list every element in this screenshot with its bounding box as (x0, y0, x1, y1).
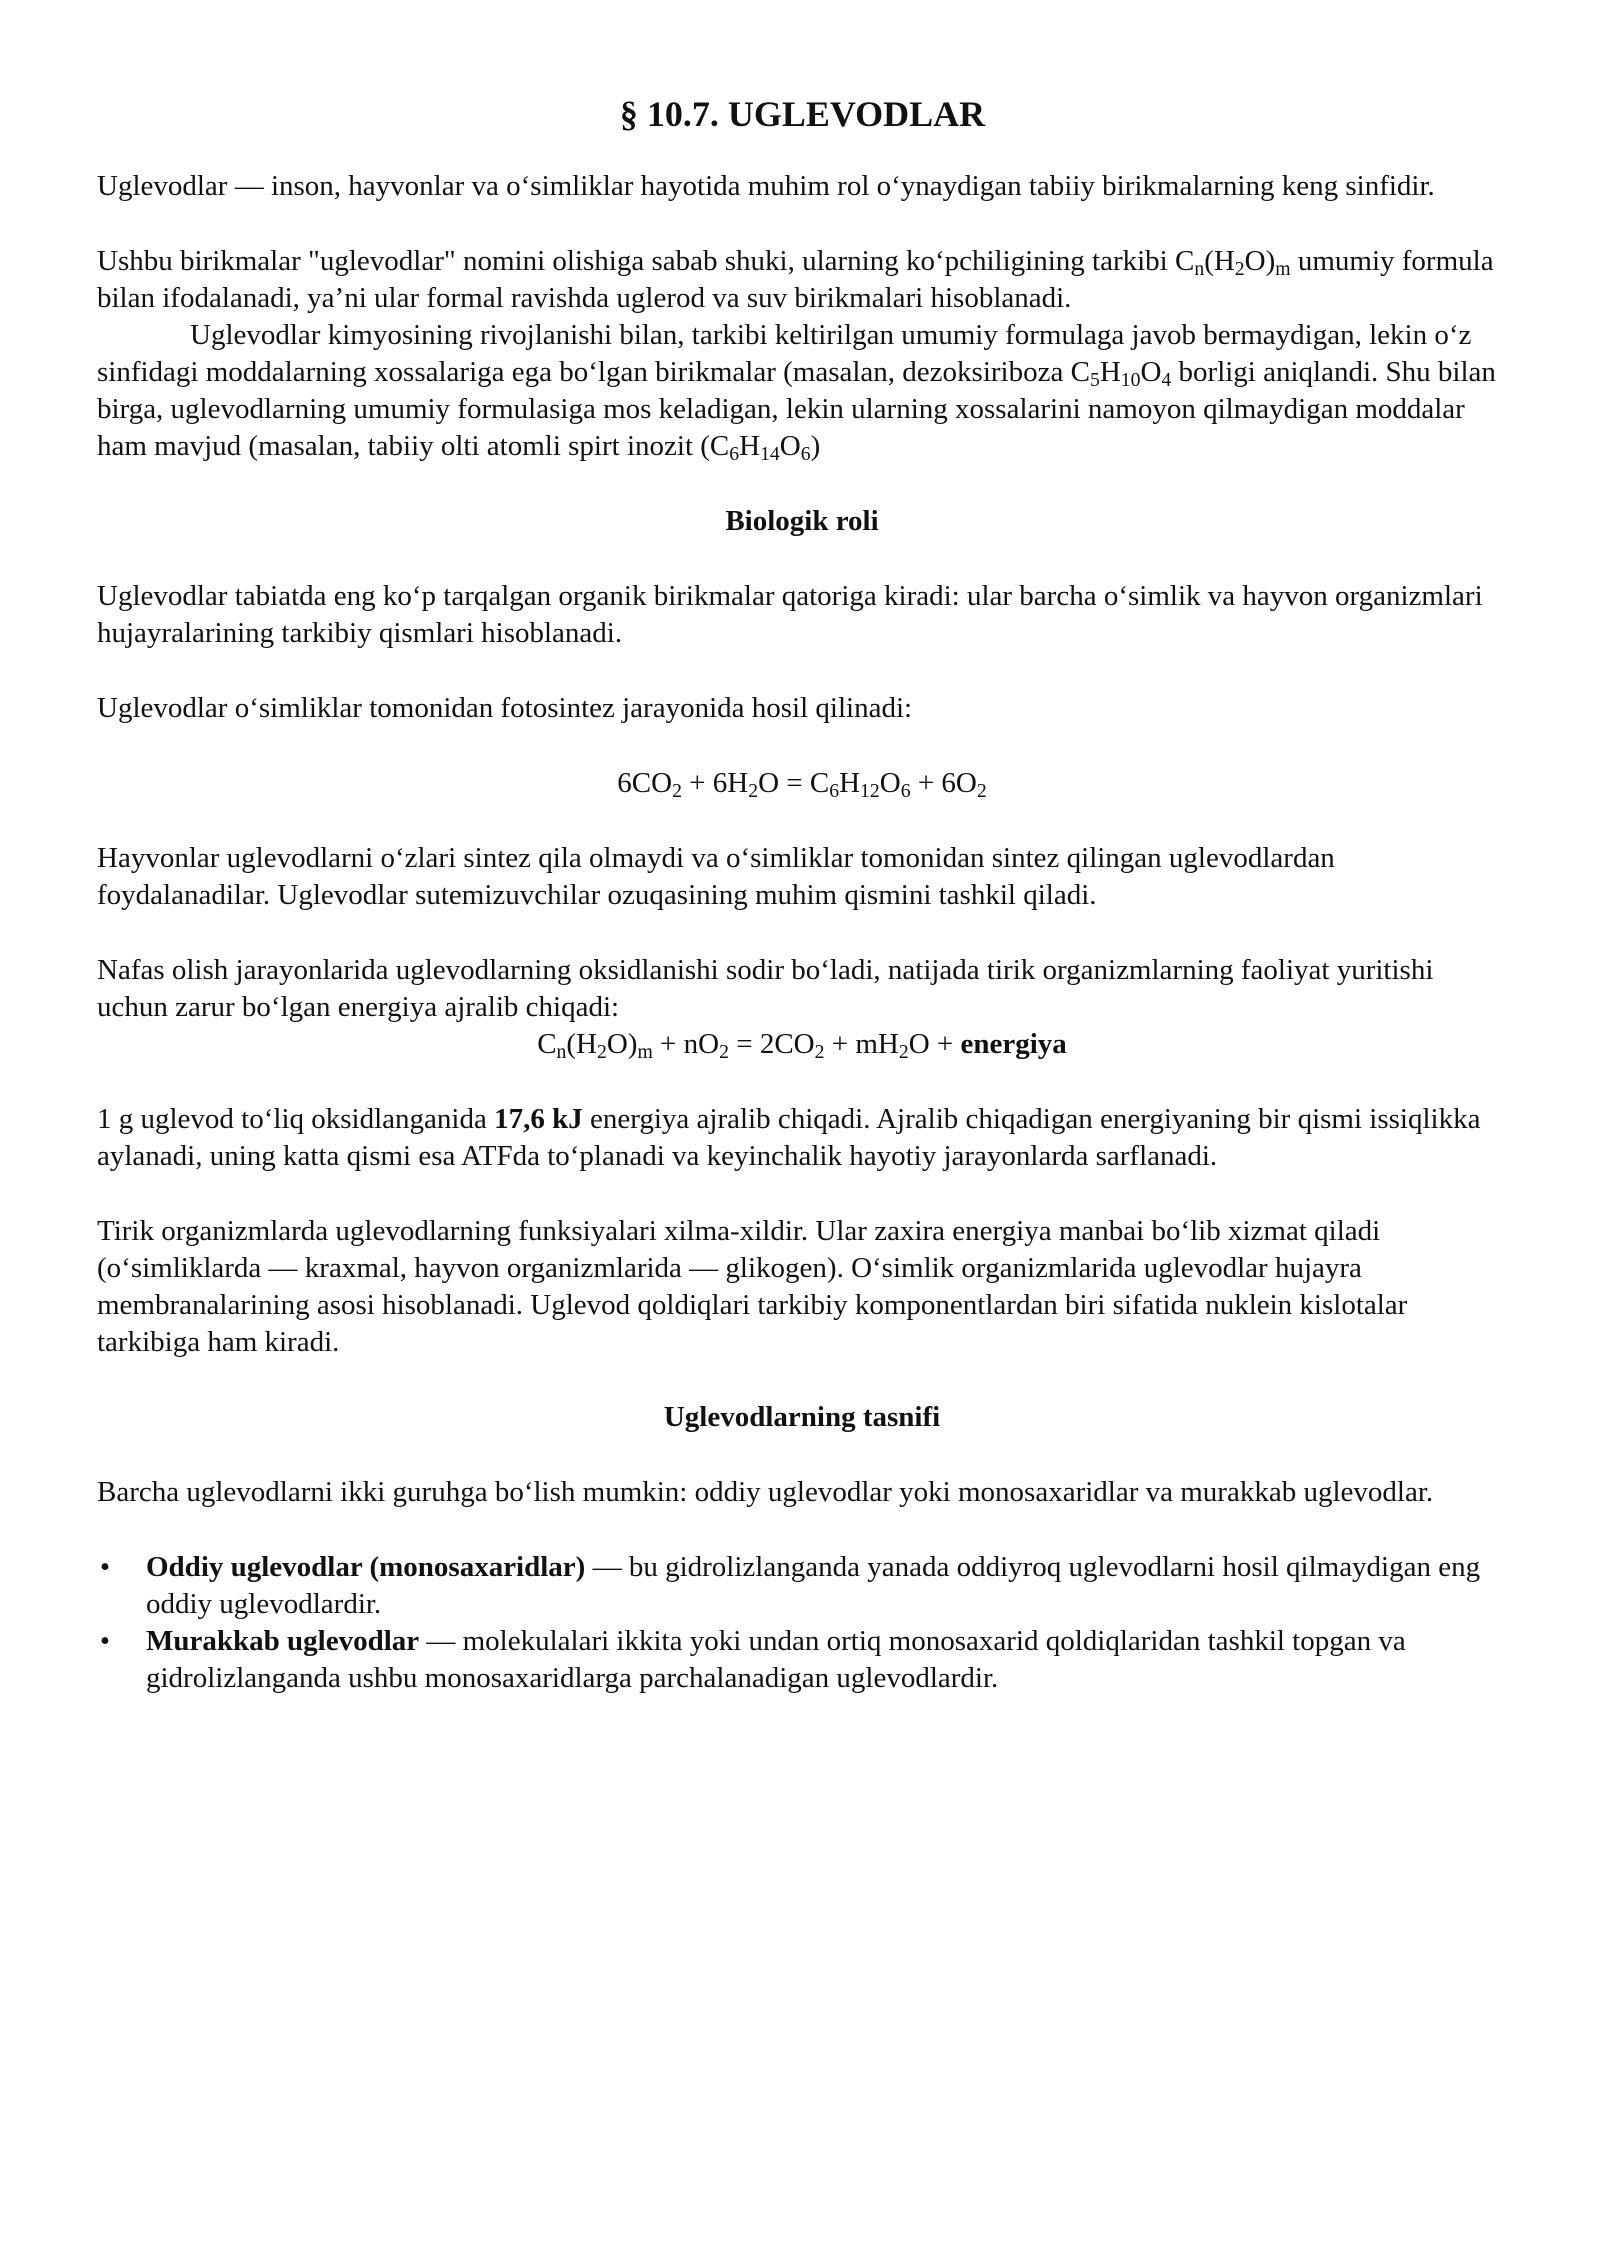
respiration-equation: $C_n(H_2O)_m + nO_2 = 2CO_2 + mH_2O$ + energiya (537, 1028, 1067, 1063)
section-heading-biological-role: Biologik roli (725, 505, 879, 537)
bio-paragraph-3: Hayvonlar uglevodlarni o‘zlari sintez qila olmaydi va o‘simliklar tomonidan sintez qilingan uglevodlardan foydalanadilar. Uglevodlar sutemizuvchilar ozuqasining muhim qismini tashkil qiladi. (97, 842, 1335, 911)
classification-paragraph: Barcha uglevodlarni ikki guruhga bo‘lish mumkin: oddiy uglevodlar yoki monosaxaridlar va murakkab uglevodlar. (97, 1476, 1434, 1508)
list-item: • Oddiy uglevodlar (monosaxaridlar) — bu gidrolizlanganda yanada oddiyroq uglevodlarni hosil qilmaydigan eng oddiy uglevodlardir. (97, 1549, 1507, 1623)
bio-paragraph-2: Uglevodlar o‘simliklar tomonidan fotosintez jarayonida hosil qilinadi: (97, 692, 913, 724)
section-heading-classification: Uglevodlarning tasnifi (663, 1401, 941, 1433)
photosynthesis-equation: $6CO_2 + 6H_2O = C_6H_{12}O_6 + 6O_2$ (617, 767, 987, 802)
intro-paragraph: Uglevodlar — inson, hayvonlar va o‘simliklar hayotida muhim rol o‘ynaydigan tabiiy birikmalarning keng sinfidir. (97, 170, 1435, 202)
bullet-icon: • (99, 1625, 111, 1657)
list-item: • Murakkab uglevodlar — molekulalari ikkita yoki undan ortiq monosaxarid qoldiqlaridan tashkil topgan va gidrolizlanganda ushbu monosaxaridlarga parchalanadigan uglevodlardir. (97, 1623, 1507, 1697)
bio-paragraph-1: Uglevodlar tabiatda eng ko‘p tarqalgan organik birikmalar qatoriga kiradi: ular barcha o‘simlik va hayvon organizmlari hujayralarining tarkibiy qismlari hisoblanadi. (97, 580, 1483, 649)
page-title: § 10.7. UGLEVODLAR (619, 94, 986, 134)
functions-paragraph: Tirik organizmlarda uglevodlarning funksiyalari xilma-xildir. Ular zaxira energiya manbai bo‘lib xizmat qiladi (o‘simliklarda — kraxmal, hayvon organizmlarida — glikogen). O‘simlik organizmlarida uglevodlar hujayra membranalarining asosi hisoblanadi. Uglevod qoldiqlari tarkibiy komponentlardan biri sifatida nuklein kislotalar tarkibiga ham kiradi. (97, 1215, 1408, 1358)
bullet-icon: • (99, 1551, 111, 1583)
naming-paragraph: Ushbu birikmalar "uglevodlar" nomini olishiga sabab shuki, ularning ko‘pchiligining tarkibi $C_n(H_2O)_m$ umumiy formula bilan ifodalanadi, ya’ni ular formal ravishda uglerod va suv birikmalari hisoblanadi. (97, 245, 1494, 314)
development-paragraph: Uglevodlar kimyosining rivojlanishi bilan, tarkibi keltirilgan umumiy formulaga javob bermaydigan, lekin o‘z sinfidagi moddalarning xossalariga ega bo‘lgan birikmalar (masalan, dezoksiriboza $C_5H_{10}O_4$ borligi aniqlandi. Shu bilan birga, uglevodlarning umumiy formulasiga mos keladigan, lekin ularning xossalarini namoyon qilmaydigan moddalar ham mavjud (masalan, tabiiy olti atomli spirt inozit $(C_6H_{14}O_6)$ (97, 319, 1496, 465)
carbohydrate-types-list (97, 1549, 1507, 1697)
document-page (97, 92, 1507, 1697)
energy-paragraph: 1 g uglevod to‘liq oksidlanganida 17,6 kJ energiya ajralib chiqadi. Ajralib chiqadigan energiyaning bir qismi issiqlikka aylanadi, uning katta qismi esa ATFda to‘planadi va keyinchalik hayotiy jarayonlarda sarflanadi. (97, 1103, 1481, 1172)
bio-paragraph-4: Nafas olish jarayonlarida uglevodlarning oksidlanishi sodir bo‘ladi, natijada tirik organizmlarning faoliyat yuritishi uchun zarur bo‘lgan energiya ajralib chiqadi: (97, 954, 1434, 1023)
